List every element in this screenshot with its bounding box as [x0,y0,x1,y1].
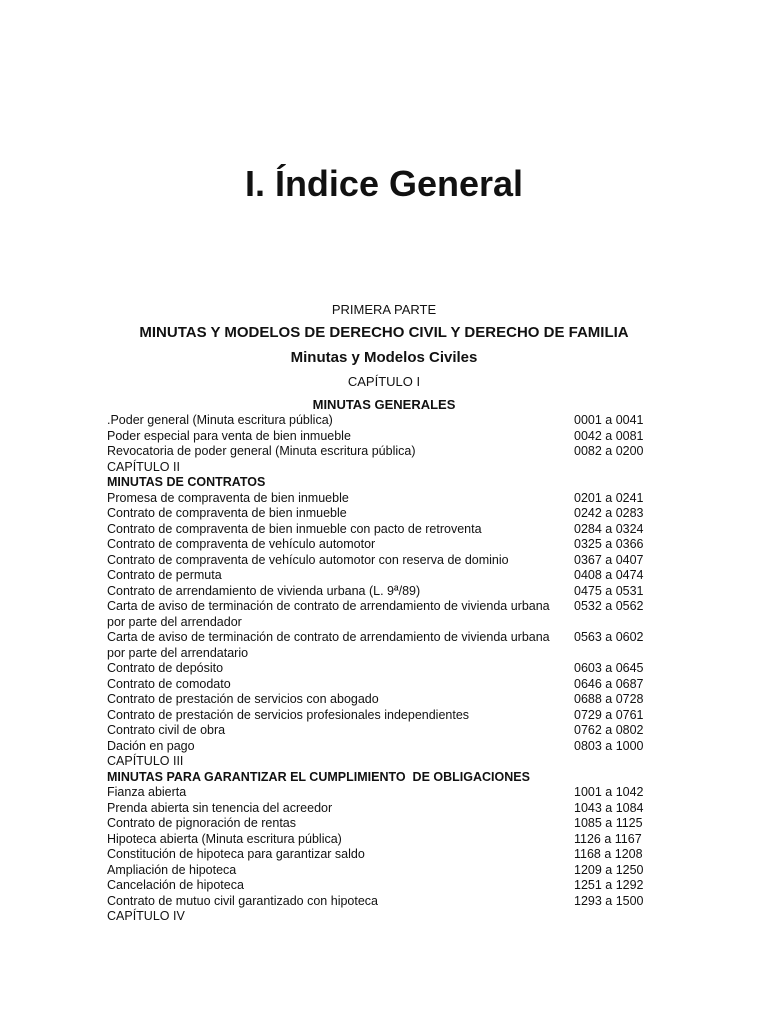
index-entry[interactable] [107,444,652,460]
index-entry[interactable] [107,832,652,848]
index-entry[interactable] [107,816,652,832]
entry-range: 0729 a 0761 [574,707,644,722]
index-entry[interactable] [107,863,652,879]
chapter-4-label: CAPÍTULO IV [107,909,185,923]
entry-range: 1085 a 1125 [574,816,643,830]
entry-range: 1043 a 1084 [574,800,644,815]
entry-title: Contrato de prestación de servicios profesionales independientes [107,707,470,722]
entry-range: 0475 a 0531 [574,583,644,598]
index-entry[interactable] [107,630,652,661]
index-entry[interactable] [107,723,652,739]
chapter-3-label: CAPÍTULO III [107,754,184,768]
index-entry[interactable] [107,878,652,894]
entry-range: 0082 a 0200 [574,444,644,458]
entry-title: Contrato civil de obra [107,723,226,737]
entry-title: Contrato de arrendamiento de vivienda urbana (L. 9ª/89) [107,583,421,598]
entry-range: 0762 a 0802 [574,723,644,737]
entry-range: 0563 a 0602 [574,630,644,644]
index-entry[interactable] [107,413,652,429]
entry-title: Contrato de mutuo civil garantizado con hipoteca [107,893,378,908]
index-entry[interactable] [107,429,652,445]
page-title: I. Índice General [244,163,524,204]
index-entry[interactable] [107,584,652,600]
entry-title: Hipoteca abierta (Minuta escritura pública) [107,831,342,846]
chapter-2-label: CAPÍTULO II [107,459,180,474]
entry-range: 1293 a 1500 [574,893,644,908]
entry-range: 1001 a 1042 [574,785,644,799]
main-heading: MINUTAS Y MODELOS DE DERECHO CIVIL Y DERECHO DE FAMILIA [139,324,629,341]
entry-title: Poder especial para venta de bien inmueble [107,428,351,443]
index-entry[interactable] [107,661,652,677]
entry-title: Contrato de compraventa de vehículo automotor con reserva de dominio [107,552,509,567]
index-entry[interactable] [107,522,652,538]
entry-range: 0325 a 0366 [574,537,644,551]
entry-title: Contrato de depósito [107,661,224,675]
entry-title: Carta de aviso de terminación de contrato de arrendamiento de vivienda urbana por parte del arrendatario [107,630,550,660]
entry-title: Contrato de comodato [107,676,231,691]
chapter-3-title: MINUTAS PARA GARANTIZAR EL CUMPLIMIENTO DE OBLIGACIONES [107,769,530,784]
index-entry[interactable] [107,739,652,755]
entry-title: Cancelación de hipoteca [107,878,244,892]
index-entry[interactable] [107,894,652,910]
entry-range: 0532 a 0562 [574,599,644,613]
entry-range: 0367 a 0407 [574,552,644,567]
entry-title: Contrato de permuta [107,568,222,582]
index-entry[interactable] [107,491,652,507]
entry-range: 1168 a 1208 [574,847,643,861]
part-label: PRIMERA PARTE [331,302,437,317]
index-entry[interactable] [107,708,652,724]
entry-title: Contrato de pignoración de rentas [107,816,297,830]
chapter-2-title: MINUTAS DE CONTRATOS [107,475,266,489]
entry-range: 1251 a 1292 [574,878,644,892]
entry-title: Prenda abierta sin tenencia del acreedor [107,800,333,815]
index-entry[interactable] [107,801,652,817]
entry-range: 0688 a 0728 [574,692,644,706]
entry-title: Fianza abierta [107,785,187,799]
entry-title: Dación en pago [107,738,195,753]
entry-title: Contrato de compraventa de vehículo automotor [107,537,376,551]
entry-title: Ampliación de hipoteca [107,862,237,877]
index-entry[interactable] [107,537,652,553]
entry-title: Promesa de compraventa de bien inmueble [107,490,349,505]
entry-title: Contrato de prestación de servicios con abogado [107,692,379,706]
index-entry[interactable] [107,599,652,630]
index-entry[interactable] [107,785,652,801]
entry-range: 0201 a 0241 [574,490,644,505]
entry-range: 0001 a 0041 [574,413,644,427]
entry-title: Revocatoria de poder general (Minuta escritura pública) [107,444,416,458]
entry-range: 0042 a 0081 [574,428,644,443]
chapter-1-label: CAPÍTULO I [347,374,421,389]
index-entry[interactable] [107,568,652,584]
entry-range: 0803 a 1000 [574,738,644,753]
entry-range: 0284 a 0324 [574,521,644,536]
entry-title: Constitución de hipoteca para garantizar saldo [107,847,365,861]
index-entry[interactable] [107,553,652,569]
entry-range: 0603 a 0645 [574,661,644,675]
entry-title: .Poder general (Minuta escritura pública) [107,413,333,427]
entry-range: 0646 a 0687 [574,676,644,691]
index-list [107,413,652,925]
entry-range: 1126 a 1167 [574,831,642,846]
entry-range: 1209 a 1250 [574,862,644,877]
chapter-1-title: MINUTAS GENERALES [312,397,456,412]
entry-title: Carta de aviso de terminación de contrato de arrendamiento de vivienda urbana por parte del arrendador [107,599,550,629]
index-entry[interactable] [107,847,652,863]
entry-range: 0408 a 0474 [574,568,644,582]
entry-range: 0242 a 0283 [574,506,644,520]
index-entry[interactable] [107,506,652,522]
index-entry[interactable] [107,692,652,708]
sub-heading: Minutas y Modelos Civiles [290,349,478,366]
entry-title: Contrato de compraventa de bien inmueble con pacto de retroventa [107,521,482,536]
entry-title: Contrato de compraventa de bien inmueble [107,506,347,520]
index-entry[interactable] [107,677,652,693]
